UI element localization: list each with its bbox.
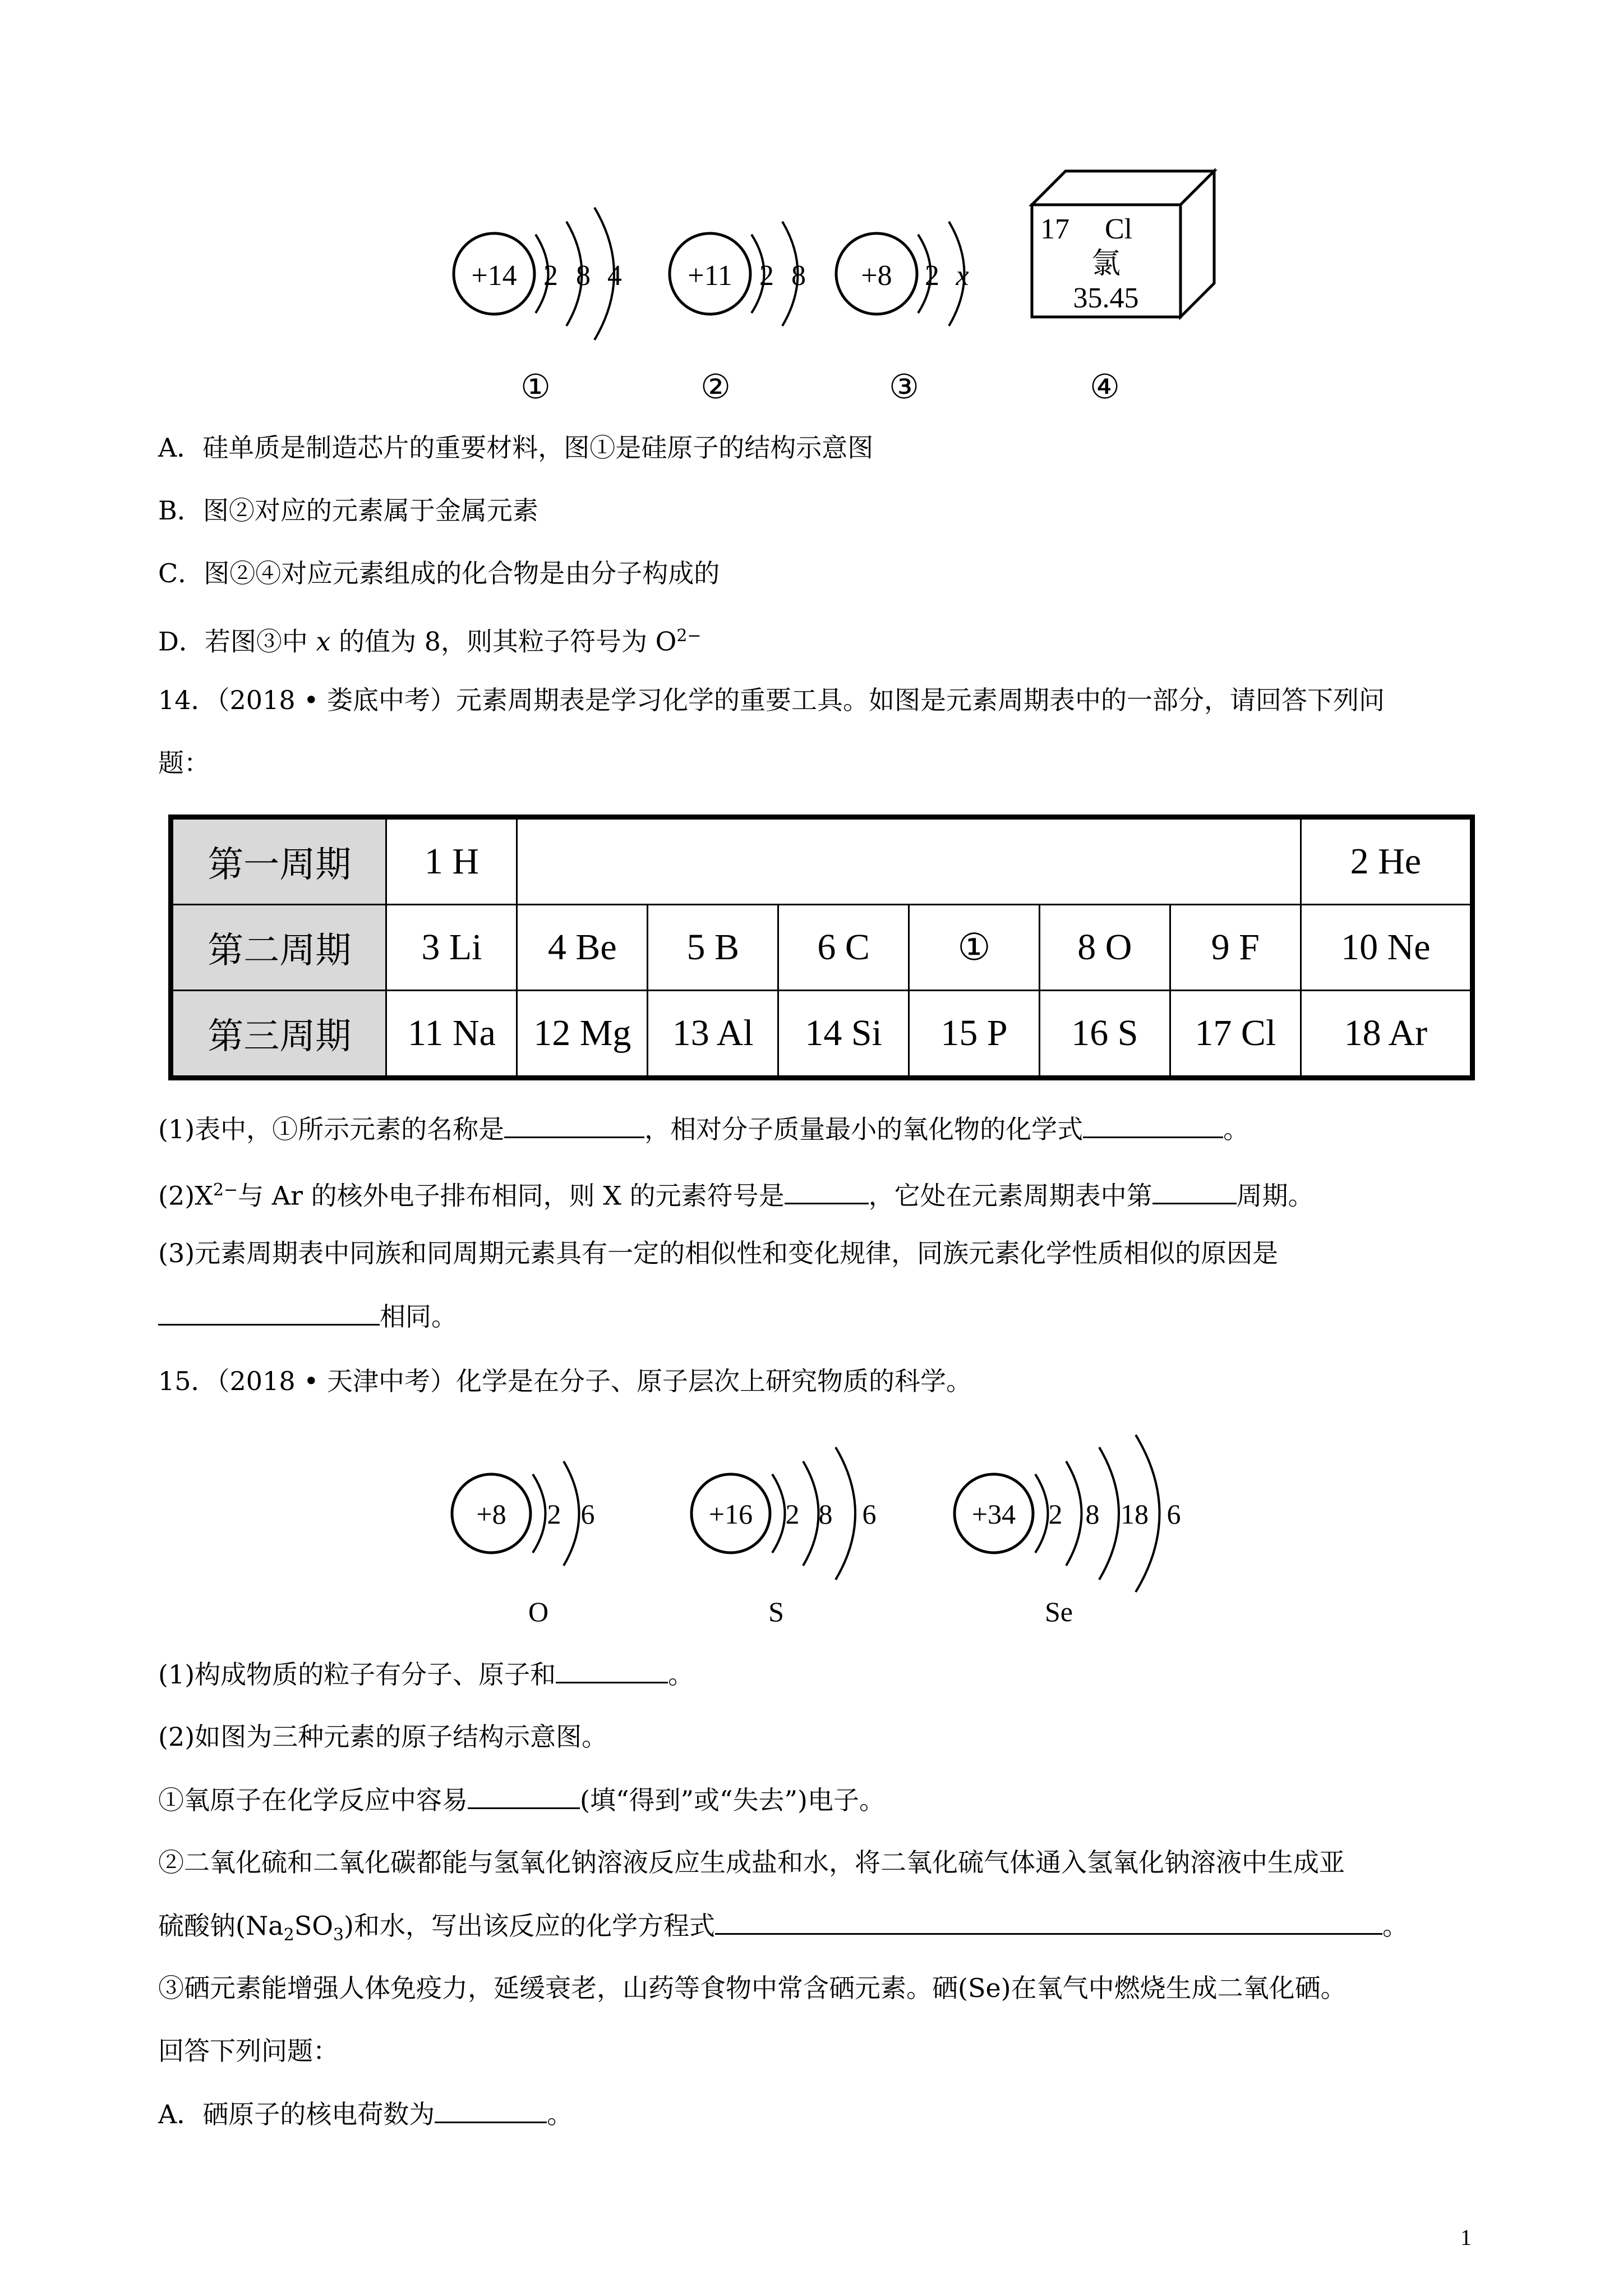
shell-count: 2 xyxy=(543,260,558,292)
figure-label-2: ② xyxy=(700,369,731,406)
table-cell: 2 He xyxy=(1301,817,1472,905)
atomic-number: 17 xyxy=(1040,213,1069,245)
option-b: B．图②对应的元素属于金属元素 xyxy=(158,495,538,526)
nucleus-label: +11 xyxy=(688,260,732,292)
table-cell: 15 P xyxy=(909,991,1040,1078)
answer-blank[interactable] xyxy=(715,1908,1382,1935)
atom-label: S xyxy=(768,1596,784,1627)
answer-blank[interactable] xyxy=(435,2097,547,2123)
nucleus-label: +16 xyxy=(708,1498,753,1530)
shell-count: 2 xyxy=(785,1498,800,1530)
table-cell-empty xyxy=(517,817,1301,905)
q15-sub-a: A．硒原子的核电荷数为 。 xyxy=(158,2097,573,2131)
atom-diagram-oxygen xyxy=(836,222,969,406)
figure-label-1: ① xyxy=(520,369,551,406)
atomic-mass: 35.45 xyxy=(1073,282,1139,314)
q15-sub2-2-cont: 硫酸钠$(Na_2SO_3)$和水，写出该反应的化学方程式 。 xyxy=(158,1908,1408,1952)
nucleus-label: +14 xyxy=(471,260,517,292)
table-cell: 5 B xyxy=(648,905,778,991)
nucleus-label: +34 xyxy=(971,1498,1016,1530)
shell-count: 18 xyxy=(1121,1498,1149,1530)
element-name: 氯 xyxy=(1091,247,1121,280)
table-row xyxy=(171,905,1473,991)
atom-diagram-oxygen xyxy=(452,1461,595,1627)
q15-sub2-3: ③硒元素能增强人体免疫力，延缓衰老，山药等食物中常含硒元素。硒(Se)在氧气中燃烧生成二氧化硒。 xyxy=(158,1973,1347,2003)
table-cell: 8 O xyxy=(1039,905,1170,991)
table-cell: 18 Ar xyxy=(1301,991,1472,1078)
table-cell: 11 Na xyxy=(386,991,517,1078)
table-row xyxy=(171,817,1473,905)
q14-stem: 14．（2018 • 娄底中考）元素周期表是学习化学的重要工具。如图是元素周期表中的一部分，请回答下列问 xyxy=(158,685,1385,715)
shell-count-variable: x xyxy=(956,260,969,292)
table-cell: 9 F xyxy=(1170,905,1301,991)
shell-count: 2 xyxy=(925,260,939,292)
period-label: 第一周期 xyxy=(171,817,386,905)
q14-stem-cont: 题： xyxy=(158,748,210,778)
table-cell: 17 Cl xyxy=(1170,991,1301,1078)
table-row xyxy=(171,991,1473,1078)
q14-sub3-cont: 相同。 xyxy=(158,1299,457,1333)
table-cell: 10 Ne xyxy=(1301,905,1472,991)
period-label: 第二周期 xyxy=(171,905,386,991)
q15-sub2-1: ①氧原子在化学反应中容易 (填“得到”或“失去”)电子。 xyxy=(158,1783,885,1817)
table-cell: 14 Si xyxy=(778,991,909,1078)
figure-label-4: ④ xyxy=(1090,369,1120,406)
periodic-table-excerpt xyxy=(168,815,1475,1080)
table-cell: 4 Be xyxy=(517,905,648,991)
shell-count: 6 xyxy=(1166,1498,1181,1530)
table-cell: 1 H xyxy=(386,817,517,905)
nucleus-label: +8 xyxy=(476,1498,506,1530)
shell-count: 2 xyxy=(1048,1498,1063,1530)
answer-blank[interactable] xyxy=(158,1299,380,1326)
period-label: 第三周期 xyxy=(171,991,386,1078)
answer-blank[interactable] xyxy=(468,1783,580,1809)
q15-sub2-2: ②二氧化硫和二氧化碳都能与氢氧化钠溶液反应生成盐和水，将二氧化硫气体通入氢氧化钠溶液中生成亚 xyxy=(158,1847,1345,1878)
q15-sub1: (1)构成物质的粒子有分子、原子和 。 xyxy=(158,1657,694,1691)
table-cell-marker: ① xyxy=(909,905,1040,991)
shell-count: 4 xyxy=(607,260,622,292)
table-cell: 6 C xyxy=(778,905,909,991)
option-a: A．硅单质是制造芯片的重要材料，图①是硅原子的结构示意图 xyxy=(158,432,874,463)
q15-sub2: (2)如图为三种元素的原子结构示意图。 xyxy=(158,1722,608,1752)
q13-figure xyxy=(0,0,1623,426)
element-card-chlorine xyxy=(1032,171,1214,406)
answer-blank[interactable] xyxy=(504,1112,644,1138)
table-cell: 3 Li xyxy=(386,905,517,991)
nucleus-label: +8 xyxy=(861,260,892,292)
shell-count: 8 xyxy=(576,260,591,292)
table-cell: 13 Al xyxy=(648,991,778,1078)
figure-label-3: ③ xyxy=(889,369,919,406)
q15-sub2-3-cont: 回答下列问题： xyxy=(158,2036,339,2066)
q15-stem: 15．（2018 • 天津中考）化学是在分子、原子层次上研究物质的科学。 xyxy=(158,1366,972,1396)
atom-label: Se xyxy=(1045,1596,1073,1627)
atom-label: O xyxy=(528,1596,549,1627)
option-d: D．若图③中 x 的值为 8，则其粒子符号为 $O^{2-}$ xyxy=(158,626,702,657)
shell-count: 2 xyxy=(547,1498,561,1530)
page-number: 1 xyxy=(1460,2225,1472,2250)
answer-blank[interactable] xyxy=(556,1657,668,1683)
q15-figure xyxy=(0,1425,1623,1638)
atom-diagram-selenium xyxy=(955,1435,1181,1627)
q14-sub1: (1)表中，①所示元素的名称是 ，相对分子质量最小的氧化物的化学式 。 xyxy=(158,1112,1249,1146)
q14-sub2: $(2)X^{2-}$与 Ar 的核外电子排布相同，则 X 的元素符号是 ，它处在元素周期表中第 周期。 xyxy=(158,1174,1314,1212)
shell-count: 6 xyxy=(580,1498,595,1530)
table-cell: 16 S xyxy=(1039,991,1170,1078)
shell-count: 8 xyxy=(791,260,806,292)
atom-diagram-sodium xyxy=(670,222,806,406)
shell-count: 2 xyxy=(759,260,774,292)
table-cell: 12 Mg xyxy=(517,991,648,1078)
shell-count: 8 xyxy=(818,1498,833,1530)
q14-sub3: (3)元素周期表中同族和同周期元素具有一定的相似性和变化规律，同族元素化学性质相似的原因是 xyxy=(158,1238,1279,1268)
atom-diagram-sulfur xyxy=(691,1447,877,1627)
shell-count: 8 xyxy=(1085,1498,1100,1530)
option-c: C．图②④对应元素组成的化合物是由分子构成的 xyxy=(158,558,720,588)
atom-diagram-silicon xyxy=(454,208,622,406)
answer-blank[interactable] xyxy=(1152,1178,1237,1204)
shell-count: 6 xyxy=(862,1498,877,1530)
answer-blank[interactable] xyxy=(1083,1112,1223,1138)
element-symbol: Cl xyxy=(1105,213,1133,245)
answer-blank[interactable] xyxy=(785,1178,869,1204)
